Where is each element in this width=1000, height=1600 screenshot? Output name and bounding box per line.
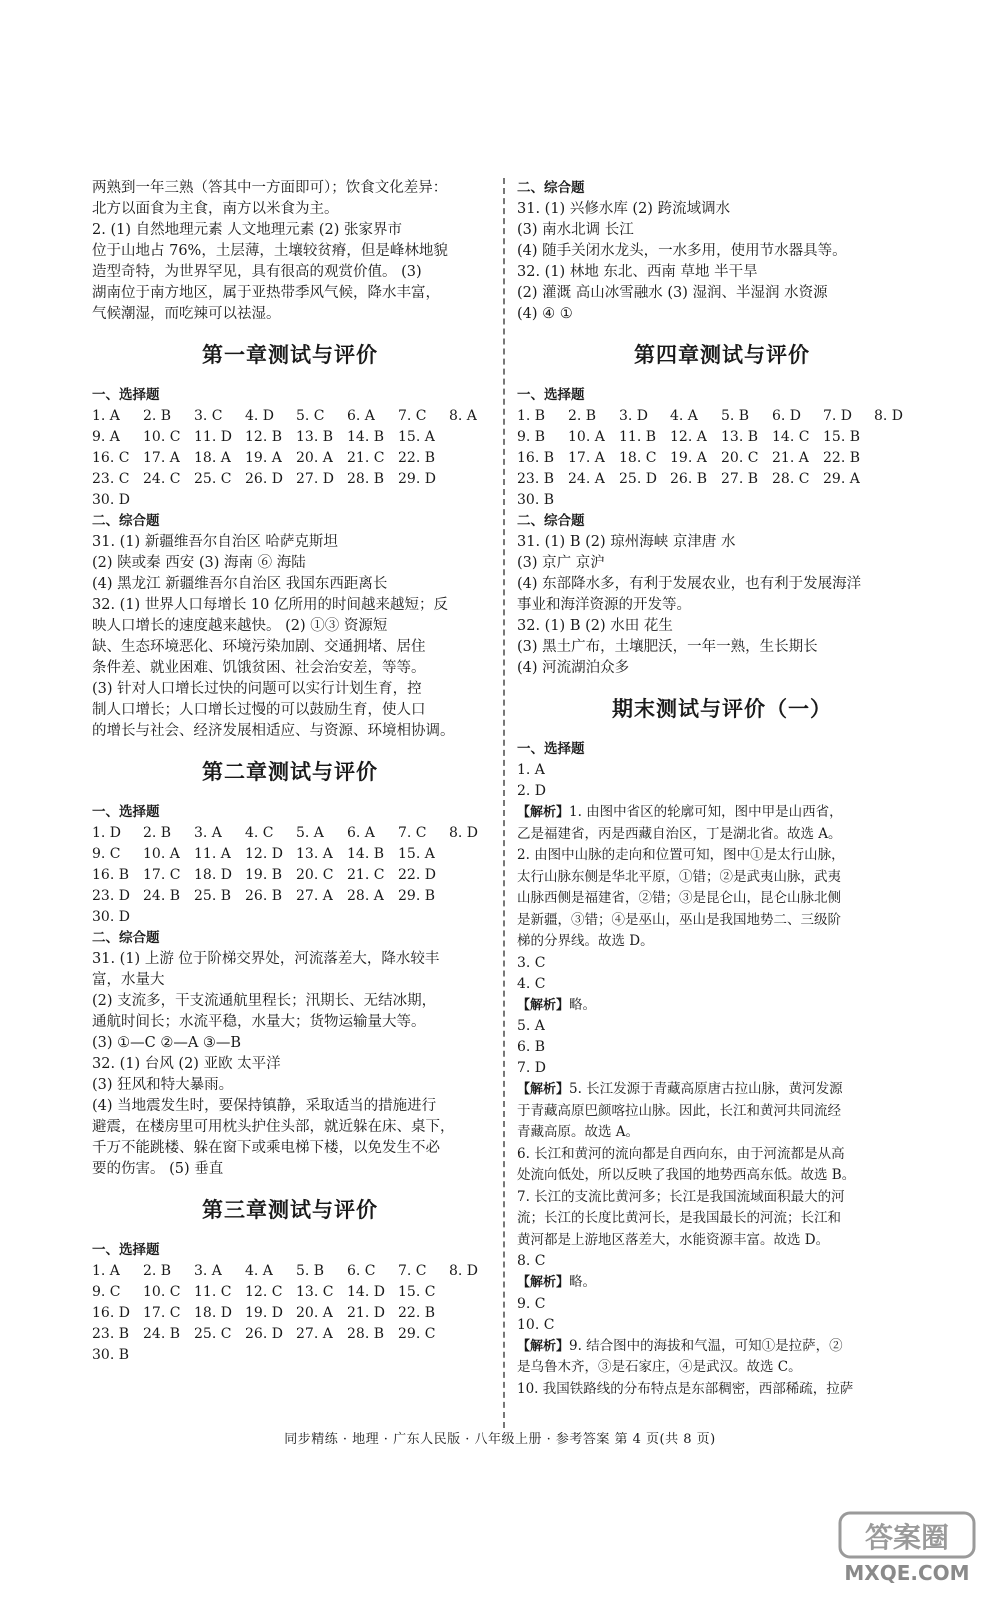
watermark-site: MXQE.COM: [844, 1561, 970, 1585]
explanation-line: [517, 995, 927, 1017]
answer-item: 2. B: [143, 1263, 172, 1279]
answer-item: 14. D: [347, 1284, 385, 1300]
answer-item: 10. C: [143, 429, 181, 445]
section-heading: 二、综合题: [92, 513, 160, 529]
answer-item: 22. B: [398, 450, 436, 466]
answer-line: 制人口增长；人口增长过慢的可以鼓励生育，使人口: [92, 702, 426, 718]
section-heading: 一、选择题: [517, 741, 585, 757]
explanation-text: 5. 长江发源于青藏高原唐古拉山脉，黄河发源: [569, 1081, 843, 1097]
answer-line: (2) 陕或秦 西安 (3) 海南 ⑥ 海陆: [92, 555, 306, 571]
answer-item: 1. A: [92, 408, 120, 424]
explanation-line: 黄河都是上游地区落差大，水能资源丰富。故选 D。: [517, 1231, 830, 1248]
chapter-title: 第三章测试与评价: [202, 1198, 378, 1222]
answer-line: 缺、生态环境恶化、环境污染加剧、交通拥堵、居住: [92, 639, 426, 655]
explanation-tag: 【解析】: [517, 997, 570, 1013]
answer-item: 19. B: [245, 867, 283, 883]
answer-item: 21. C: [347, 450, 385, 466]
answer-item: 20. A: [296, 450, 333, 466]
answer-line: (3) 黑土广布，土壤肥沃，一年一熟，生长期长: [517, 639, 818, 655]
chapter-title: 期末测试与评价（一）: [612, 697, 832, 721]
answer-item: 13. B: [296, 429, 334, 445]
answer-line: 31. (1) 上游 位于阶梯交界处，河流落差大，降水较丰: [92, 951, 440, 967]
answer-row: [92, 490, 488, 511]
answer-line: 北方以面食为主食，南方以米食为主。: [92, 201, 339, 217]
answer-item: 9. C: [92, 1284, 121, 1300]
answer-line: 映人口增长的速度越来越快。 (2) ①③ 资源短: [92, 618, 388, 634]
explanation-line: 乙是福建省，丙是西藏自治区，丁是湖北省。故选 A。: [517, 825, 842, 842]
answer-item: 5. C: [296, 408, 325, 424]
answer-line: 31. (1) 新疆维吾尔自治区 哈萨克斯坦: [92, 534, 338, 550]
section-heading: 二、综合题: [517, 513, 585, 529]
answer-line: 气候潮湿，而吃辣可以祛湿。: [92, 306, 281, 322]
explanation-line: 6. 长江和黄河的流向都是自西向东，由于河流都是从高: [517, 1145, 845, 1162]
answer-item: 13. C: [296, 1284, 334, 1300]
answer-item: 25. B: [194, 888, 232, 904]
answer-item: 26. B: [245, 888, 283, 904]
section-heading: 一、选择题: [517, 387, 585, 403]
answer-item: 17. A: [143, 450, 180, 466]
explanation-tag: 【解析】: [517, 805, 570, 820]
answer-item: 23. C: [92, 471, 130, 487]
answer-item: 6. C: [347, 1263, 376, 1279]
answer-item: 30. D: [92, 909, 130, 925]
explanation-line: [517, 1079, 927, 1101]
answer-line: (4) 当地震发生时，要保持镇静，采取适当的措施进行: [92, 1098, 437, 1114]
answer-line: 避震，在楼房里可用枕头护住头部，就近躲在床、桌下，: [92, 1119, 455, 1135]
answer-item: 2. B: [143, 408, 172, 424]
explanation-line: [517, 1272, 927, 1294]
answer-item: 3. C: [194, 408, 223, 424]
watermark-logo-icon: [832, 1505, 982, 1565]
answer-item: 20. C: [721, 450, 759, 466]
answer-line: (2) 灌溉 高山冰雪融水 (3) 湿润、半湿润 水资源: [517, 285, 828, 301]
answer-item: 29. C: [398, 1326, 436, 1342]
answer-item: 29. A: [823, 471, 860, 487]
answer-item: 4. C: [517, 975, 546, 992]
section-heading: 一、选择题: [92, 804, 160, 820]
answer-item: 25. C: [194, 1326, 232, 1342]
answer-item: 8. D: [449, 1263, 479, 1279]
answer-line: 的增长与社会、经济发展相适应、与资源、环境相协调。: [92, 723, 455, 739]
answer-item: 6. A: [347, 825, 375, 841]
answer-item: 9. C: [92, 846, 121, 862]
answer-line: 条件差、就业困难、饥饿贫困、社会治安差，等等。: [92, 660, 426, 676]
section-heading: 一、选择题: [92, 1242, 160, 1258]
explanation-line: 是乌鲁木齐，③是石家庄，④是武汉。故选 C。: [517, 1359, 802, 1375]
answer-line: (4) 黑龙江 新疆维吾尔自治区 我国东西距离长: [92, 576, 388, 592]
answer-item: 17. C: [143, 867, 181, 883]
answer-row: [92, 1345, 488, 1366]
answer-item: 21. A: [772, 450, 809, 466]
answer-row: [92, 844, 488, 865]
answer-row: [92, 1303, 488, 1324]
answer-item: 12. A: [670, 429, 707, 445]
explanation-line: 梯的分界线。故选 D。: [517, 933, 654, 949]
answer-item: 15. A: [398, 846, 435, 862]
answer-item: 8. D: [874, 408, 904, 424]
answer-item: 16. D: [92, 1305, 130, 1321]
answer-row: [92, 1261, 488, 1282]
watermark-logo-text: 答案圈: [864, 1521, 950, 1554]
answer-item: 24. B: [143, 1326, 181, 1342]
explanation-text: 略。: [569, 996, 597, 1013]
answer-item: 4. A: [245, 1263, 273, 1279]
answer-item: 16. B: [92, 867, 130, 883]
answer-item: 27. A: [296, 888, 333, 904]
explanation-line: 青藏高原。故选 A。: [517, 1124, 640, 1140]
explanation-line: [517, 1336, 927, 1358]
section-heading: 二、综合题: [92, 930, 160, 946]
answer-row: [92, 907, 488, 928]
answer-row: [92, 469, 488, 490]
answer-item: 15. A: [398, 429, 435, 445]
answer-row: [92, 448, 488, 469]
answer-item: 16. C: [92, 450, 130, 466]
answer-line: 31. (1) B (2) 琼州海峡 京津唐 水: [517, 534, 736, 550]
answer-item: 9. A: [92, 429, 120, 445]
answer-row: [517, 490, 927, 511]
explanation-line: 2. 由图中山脉的走向和位置可知，图中①是太行山脉，: [517, 847, 845, 863]
answer-line: 2. (1) 自然地理元素 人文地理元素 (2) 张家界市: [92, 222, 402, 238]
answer-item: 28. A: [347, 888, 384, 904]
answer-item: 1. B: [517, 408, 546, 424]
answer-item: 26. D: [245, 1326, 283, 1342]
answer-line: 富，水量大: [92, 972, 165, 988]
chapter-title: 第四章测试与评价: [634, 343, 810, 367]
answer-item: 9. B: [517, 429, 546, 445]
answer-item: 6. D: [772, 408, 802, 424]
answer-row: [517, 469, 927, 490]
explanation-text: 1. 由图中省区的轮廓可知，图中甲是山西省，: [569, 804, 843, 820]
explanation-line: 是新疆，③错；④是巫山，巫山是我国地势二、三级阶: [517, 911, 841, 928]
answer-item: 12. D: [245, 846, 283, 862]
answer-item: 1. D: [92, 825, 122, 841]
page-footer: 同步精练 · 地理 · 广东人民版 · 八年级上册 · 参考答案 第 4 页(共 8 页): [284, 1432, 716, 1447]
answer-item: 27. A: [296, 1326, 333, 1342]
section-heading: 二、综合题: [517, 180, 585, 196]
answer-item: 5. A: [296, 825, 324, 841]
explanation-line: 处流向低处，所以反映了我国的地势西高东低。故选 B。: [517, 1167, 856, 1183]
answer-item: 26. B: [670, 471, 708, 487]
answer-item: 14. B: [347, 846, 385, 862]
section-heading: 一、选择题: [92, 387, 160, 403]
answer-item: 28. B: [347, 471, 385, 487]
answer-line: 两熟到一年三熟（答其中一方面即可）；饮食文化差异：: [92, 180, 448, 196]
answer-item: 4. A: [670, 408, 698, 424]
answer-line: 32. (1) 林地 东北、西南 草地 半干旱: [517, 264, 758, 280]
answer-item: 14. C: [772, 429, 810, 445]
answer-item: 6. B: [517, 1039, 546, 1055]
answer-row: [92, 406, 488, 427]
answer-item: 3. D: [619, 408, 649, 424]
answer-line: 要的伤害。 (5) 垂直: [92, 1161, 224, 1177]
answer-item: 4. C: [245, 825, 274, 841]
answer-item: 17. C: [143, 1305, 181, 1321]
answer-item: 8. C: [517, 1253, 546, 1269]
answer-item: 2. D: [517, 783, 547, 799]
answer-item: 18. A: [194, 450, 231, 466]
answer-item: 7. D: [517, 1060, 547, 1076]
answer-row: [517, 427, 927, 448]
answer-line: 通航时间长；水流平稳，水量大；货物运输量大等。: [92, 1014, 426, 1030]
answer-item: 22. B: [398, 1305, 436, 1321]
answer-item: 9. C: [517, 1295, 546, 1312]
answer-line: (4) 河流湖泊众多: [517, 660, 630, 676]
answer-item: 27. D: [296, 471, 334, 487]
chapter-title: 第二章测试与评价: [202, 760, 378, 784]
right-column: [517, 178, 927, 1400]
answer-item: 2. B: [568, 408, 597, 424]
answer-row: [92, 886, 488, 907]
answer-item: 5. B: [296, 1263, 325, 1279]
answer-item: 19. D: [245, 1305, 283, 1321]
answer-row: [92, 1282, 488, 1303]
answer-line: 位于山地占 76%，土层薄，土壤较贫瘠，但是峰林地貌: [92, 243, 448, 259]
watermark-logo: [832, 1505, 982, 1585]
answer-item: 25. C: [194, 471, 232, 487]
answer-item: 11. A: [194, 846, 231, 862]
answer-item: 8. A: [449, 408, 477, 424]
answer-line: 32. (1) B (2) 水田 花生: [517, 618, 673, 634]
answer-item: 26. D: [245, 471, 283, 487]
answer-item: 20. A: [296, 1305, 333, 1321]
answer-item: 23. B: [92, 1326, 130, 1342]
explanation-text: 略。: [569, 1274, 597, 1290]
answer-item: 16. B: [517, 450, 555, 466]
answer-item: 11. B: [619, 429, 657, 445]
answer-item: 2. B: [143, 825, 172, 841]
answer-item: 7. C: [398, 825, 427, 841]
answer-item: 24. A: [568, 471, 605, 487]
answer-item: 11. C: [194, 1284, 232, 1300]
answer-line: (4) 东部降水多，有利于发展农业，也有利于发展海洋: [517, 576, 862, 592]
answer-item: 24. C: [143, 471, 181, 487]
answer-item: 11. D: [194, 429, 232, 445]
answer-row: [92, 823, 488, 844]
answer-line: (3) 京广 京沪: [517, 555, 605, 571]
chapter-title: 第一章测试与评价: [202, 343, 378, 367]
answer-item: 14. B: [347, 429, 385, 445]
answer-line: (4) 随手关闭水龙头，一水多用，使用节水器具等。: [517, 243, 847, 259]
answer-item: 21. C: [347, 867, 385, 883]
answer-row: [92, 1324, 488, 1345]
answer-line: (3) 狂风和特大暴雨。: [92, 1077, 234, 1093]
explanation-tag: 【解析】: [517, 1275, 570, 1290]
answer-row: [92, 865, 488, 886]
answer-row: [517, 406, 927, 427]
answer-item: 23. B: [517, 471, 555, 487]
answer-item: 12. C: [245, 1284, 283, 1300]
answer-item: 4. D: [245, 408, 275, 424]
explanation-tag: 【解析】: [517, 1338, 570, 1354]
answer-item: 30. B: [517, 492, 555, 508]
answer-line: 31. (1) 兴修水库 (2) 跨流域调水: [517, 201, 731, 217]
answer-item: 18. C: [619, 450, 657, 466]
answer-item: 19. A: [245, 450, 282, 466]
answer-item: 8. D: [449, 825, 479, 841]
answer-item: 6. A: [347, 408, 375, 424]
explanation-line: [517, 802, 927, 824]
answer-item: 15. C: [398, 1284, 436, 1300]
answer-item: 7. D: [823, 408, 853, 424]
explanation-line: 7. 长江的支流比黄河多；长江是我国流域面积最大的河: [517, 1188, 845, 1205]
answer-line: (3) 南水北调 长江: [517, 222, 634, 238]
answer-item: 7. C: [398, 408, 427, 424]
answer-row: [92, 427, 488, 448]
answer-item: 23. D: [92, 888, 130, 904]
answer-item: 19. A: [670, 450, 707, 466]
explanation-line: 山脉西侧是福建省，②错；③是昆仑山，昆仑山脉北侧: [517, 890, 841, 906]
explanation-line: 10. 我国铁路线的分布特点是东部稠密，西部稀疏，拉萨: [517, 1380, 854, 1397]
answer-item: 13. B: [721, 429, 759, 445]
answer-item: 1. A: [92, 1263, 120, 1279]
answer-line: 千万不能跳楼、躲在窗下或乘电梯下楼，以免发生不必: [92, 1140, 440, 1156]
left-column: [92, 178, 488, 1366]
explanation-line: 太行山脉东侧是华北平原，①错；②是武夷山脉，武夷: [517, 868, 841, 885]
explanation-tag: 【解析】: [517, 1082, 570, 1097]
answer-row: [517, 448, 927, 469]
answer-line: (3) ①—C ②—A ③—B: [92, 1035, 242, 1051]
explanation-text: 9. 结合图中的海拔和气温，可知①是拉萨，②: [569, 1337, 843, 1354]
answer-line: 32. (1) 台风 (2) 亚欧 太平洋: [92, 1056, 281, 1072]
answer-item: 18. D: [194, 1305, 232, 1321]
answer-item: 10. C: [143, 1284, 181, 1300]
answer-item: 20. C: [296, 867, 334, 883]
answer-item: 10. A: [143, 846, 180, 862]
answer-line: 事业和海洋资源的开发等。: [517, 597, 691, 613]
answer-item: 15. B: [823, 429, 861, 445]
answer-item: 5. B: [721, 408, 750, 424]
answer-item: 18. D: [194, 867, 232, 883]
explanation-line: 流；长江的长度比黄河长，是我国最长的河流；长江和: [517, 1210, 841, 1226]
answer-item: 12. B: [245, 429, 283, 445]
answer-item: 28. B: [347, 1326, 385, 1342]
answer-item: 22. D: [398, 867, 436, 883]
answer-line: 32. (1) 世界人口每增长 10 亿所用的时间越来越短；反: [92, 597, 448, 613]
explanation-line: 于青藏高原巴颜喀拉山脉。因此，长江和黄河共同流经: [517, 1102, 841, 1119]
answer-line: (3) 针对人口增长过快的问题可以实行计划生育，控: [92, 681, 422, 697]
answer-item: 1. A: [517, 762, 545, 778]
answer-line: 湖南位于南方地区，属于亚热带季风气候，降水丰富，: [92, 285, 440, 301]
answer-item: 29. D: [398, 471, 436, 487]
answer-item: 10. A: [568, 429, 605, 445]
answer-item: 3. A: [194, 1263, 222, 1279]
answer-item: 30. B: [92, 1347, 130, 1363]
answer-item: 29. B: [398, 888, 436, 904]
answer-item: 5. A: [517, 1018, 545, 1034]
answer-item: 30. D: [92, 492, 130, 508]
answer-item: 7. C: [398, 1263, 427, 1279]
answer-line: 造型奇特，为世界罕见，具有很高的观赏价值。 (3): [92, 264, 422, 280]
answer-item: 25. D: [619, 471, 657, 487]
answer-line: (2) 支流多，干支流通航里程长；汛期长、无结冰期，: [92, 993, 437, 1009]
answer-item: 3. C: [517, 954, 546, 971]
answer-item: 21. D: [347, 1305, 385, 1321]
answer-line: (4) ④ ①: [517, 306, 573, 322]
answer-item: 27. B: [721, 471, 759, 487]
answer-item: 28. C: [772, 471, 810, 487]
answer-item: 24. B: [143, 888, 181, 904]
answer-item: 17. A: [568, 450, 605, 466]
answer-item: 10. C: [517, 1316, 555, 1333]
answer-item: 13. A: [296, 846, 333, 862]
answer-item: 3. A: [194, 825, 222, 841]
column-divider: [503, 178, 505, 1428]
answer-item: 22. B: [823, 450, 861, 466]
